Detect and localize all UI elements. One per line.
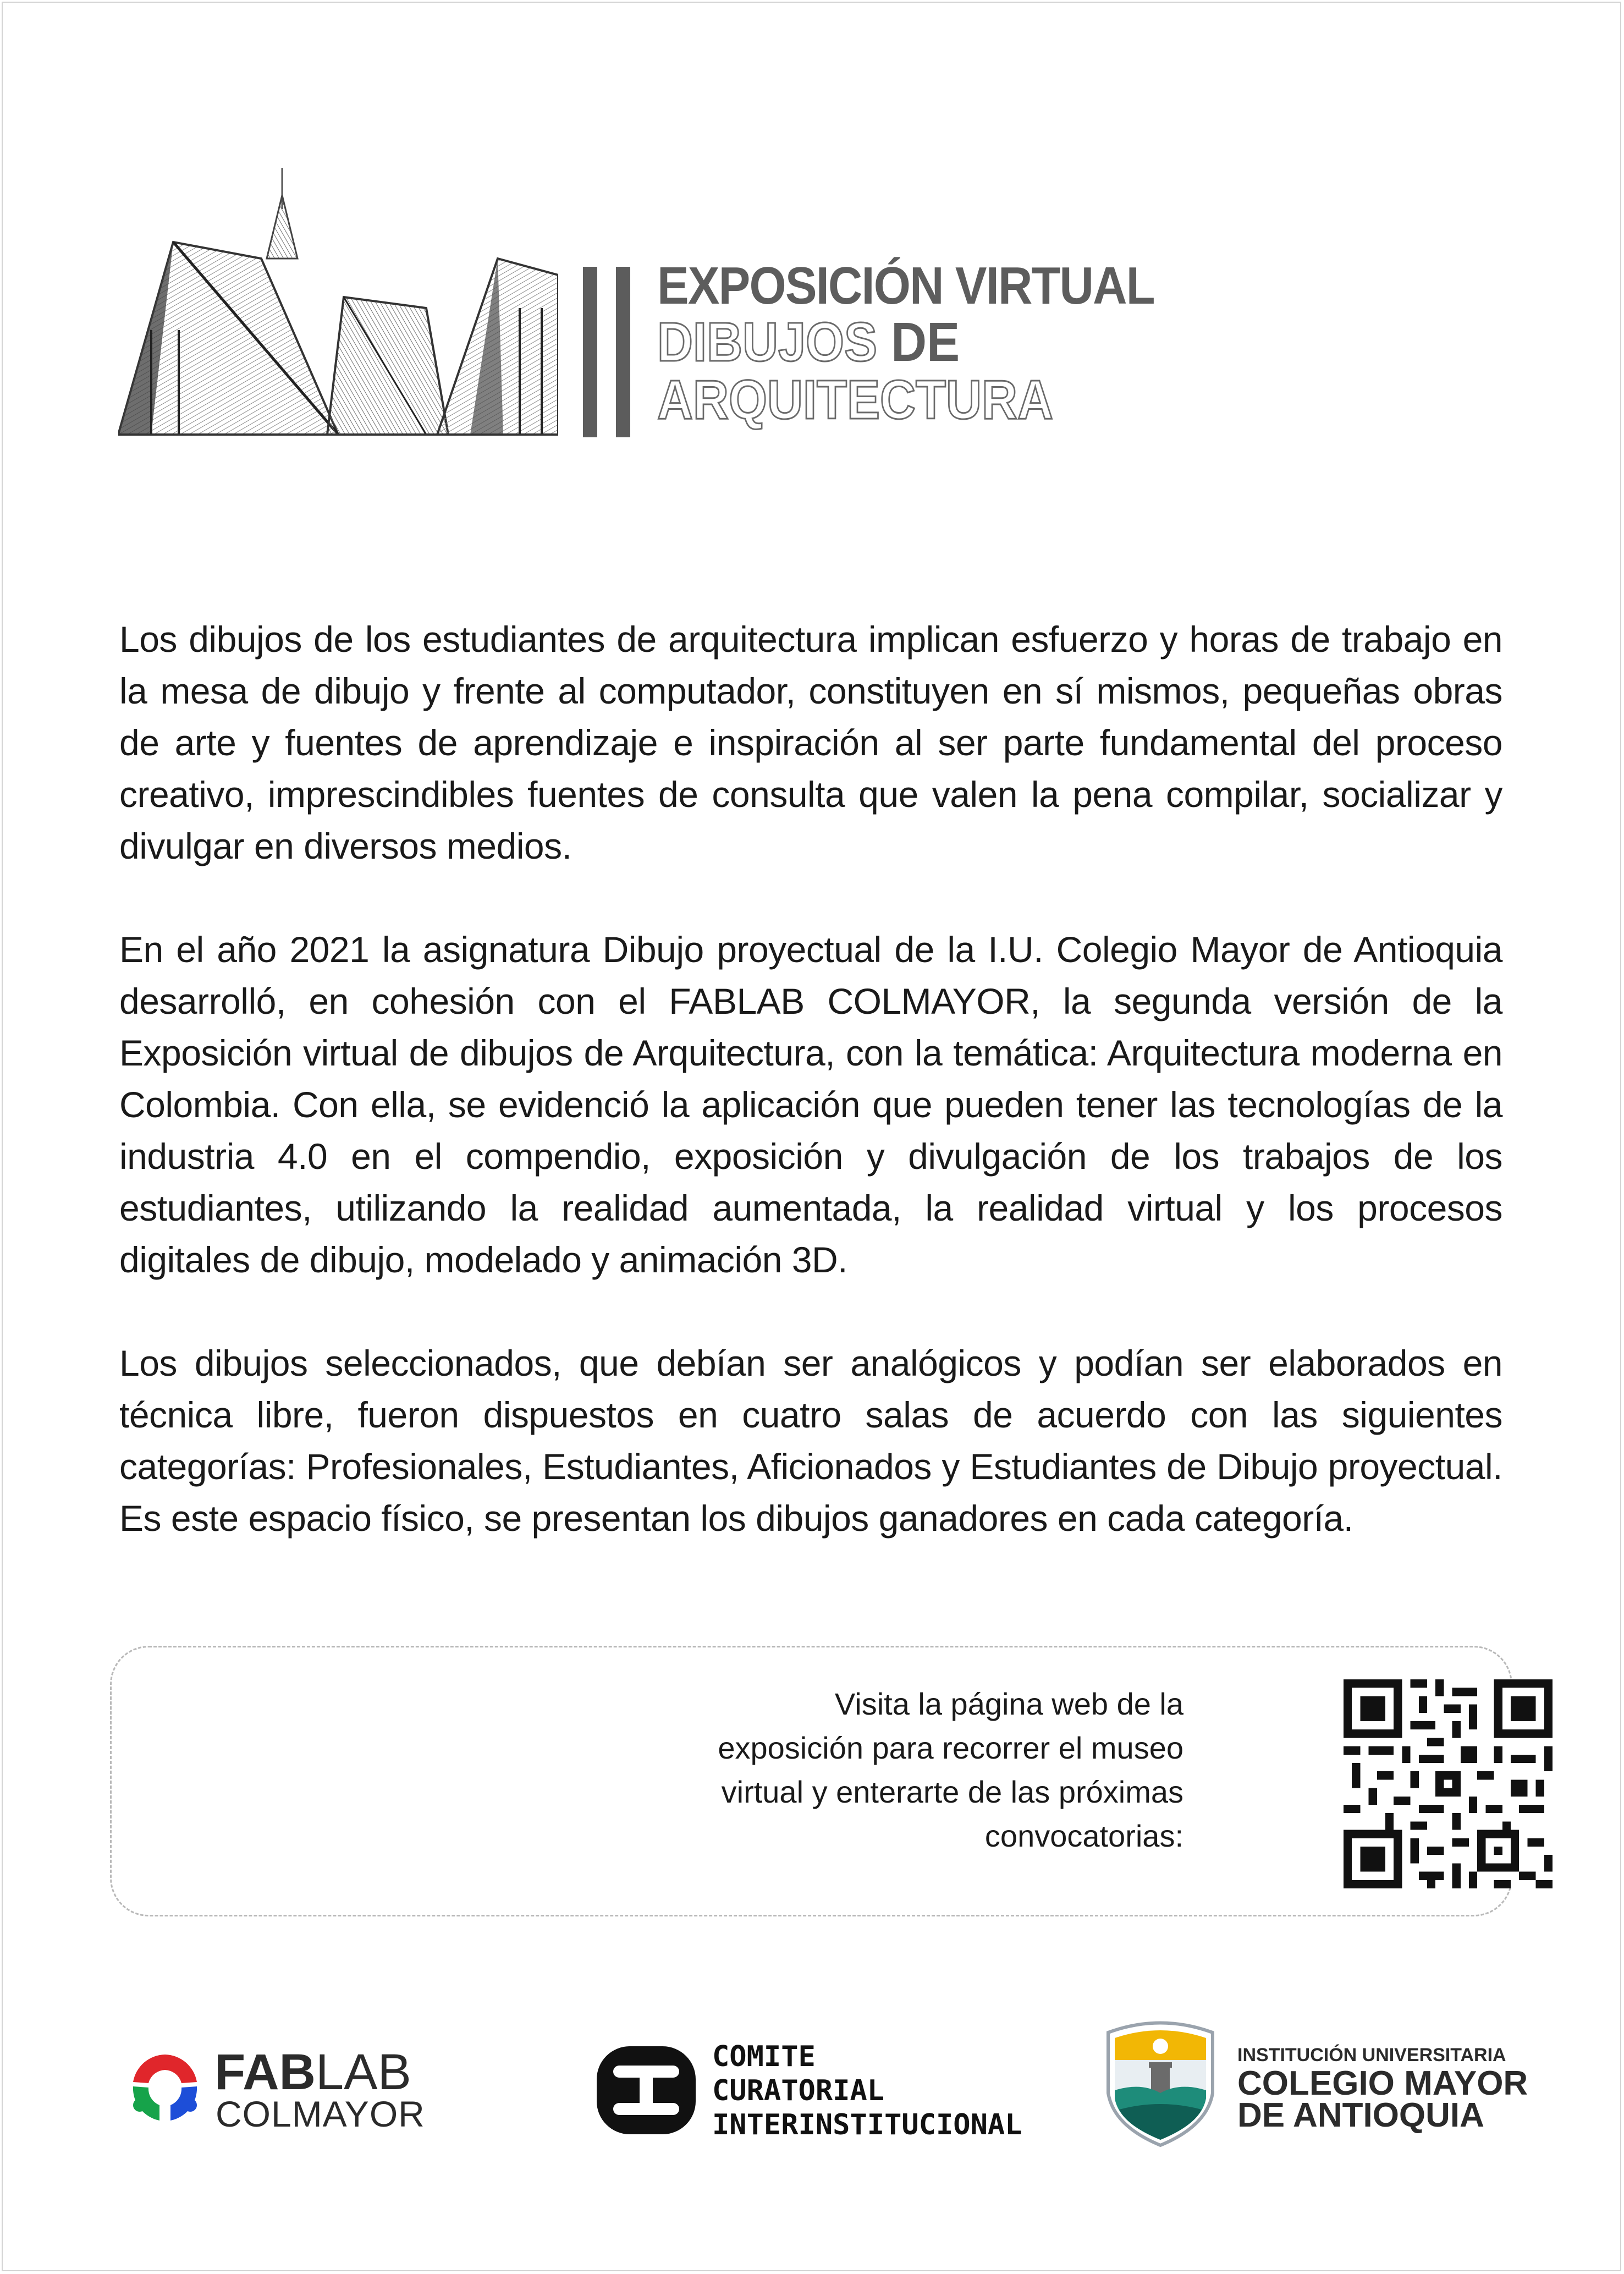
exhibition-header xyxy=(118,165,1154,451)
visit-line: Visita la página web de la xyxy=(834,1687,1183,1721)
title-line-2 xyxy=(657,311,1152,373)
colegio-shield-icon xyxy=(1103,2016,1218,2148)
body-text xyxy=(119,613,1502,1596)
title-line-1: EXPOSICIÓN VIRTUAL xyxy=(657,256,1154,315)
title-arquitectura: ARQUITECTURA xyxy=(657,369,1053,431)
title-divider-bar xyxy=(616,267,630,437)
fablab-colmayor-logo xyxy=(121,2044,451,2132)
title-line-3 xyxy=(657,371,1152,429)
title-divider-bar xyxy=(583,267,597,437)
paragraph: En el año 2021 la asignatura Dibujo proyectual de la I.U. Colegio Mayor de Antioquia desarrolló, en cohesión con el FABLAB COLMAYOR, la segunda versión de la Exposición virtual de dibujos de Arquitectura, con la temática: Arquitectura moderna en Colombia. Con ella, se evidenció la aplicación que pueden tener las tecnologías de la industria 4.0 en el compendio, exposición y divulgación de los trabajos de los estudiantes, utilizando la realidad aumentada, la realidad virtual y los procesos digitales de dibujo, modelado y animación 3D. xyxy=(119,929,1502,1280)
colegio-mayor-logo xyxy=(1103,2016,1528,2159)
visit-text xyxy=(689,1682,1183,1858)
comite-line: COMITE xyxy=(712,2040,816,2073)
visit-line: convocatorias: xyxy=(984,1819,1183,1853)
comite-line: INTERINSTITUCIONAL xyxy=(712,2108,1022,2141)
comite-icon xyxy=(591,2035,701,2145)
comite-line: CURATORIAL xyxy=(712,2074,885,2107)
paragraph: Los dibujos seleccionados, que debían ser analógicos y podían ser elaborados en técnica libre, fueron dispuestos en cuatro salas de acuerdo con las siguientes categorías: Profesionales, Estudiantes, Aficionados y Estudiantes de Dibujo proyectual. Es este espacio físico, se presentan los dibujos ganadores en cada categoría. xyxy=(119,1343,1502,1539)
fablab-wordmark: FABLAB xyxy=(214,2044,411,2100)
visit-line: exposición para recorrer el museo xyxy=(718,1731,1183,1765)
colegio-line-3: DE ANTIOQUIA xyxy=(1237,2096,1484,2134)
qr-code-icon[interactable] xyxy=(1344,1679,1553,1888)
colegio-line-2: COLEGIO MAYOR xyxy=(1237,2064,1528,2102)
colegio-line-1: INSTITUCIÓN UNIVERSITARIA xyxy=(1237,2045,1506,2066)
visit-line: virtual y enterarte de las próximas xyxy=(721,1775,1183,1809)
comite-text xyxy=(712,2040,1022,2142)
fablab-icon xyxy=(121,2044,209,2132)
fablab-sub: COLMAYOR xyxy=(216,2094,425,2134)
comite-curatorial-logo xyxy=(591,2035,1042,2145)
church-sketch-icon xyxy=(118,165,558,440)
title-dibujos: DIBUJOS xyxy=(657,311,878,373)
visit-website-box xyxy=(110,1646,1512,1916)
paragraph: Los dibujos de los estudiantes de arquitectura implican esfuerzo y horas de trabajo en la mesa de dibujo y frente al computador, constituyen en sí mismos, pequeñas obras de arte y fuentes de aprendizaje e inspiración al ser parte fundamental del proceso creativo, imprescindibles fuentes de consulta que valen la pena compilar, socializar y divulgar en diversos medios. xyxy=(119,619,1502,866)
exhibition-title xyxy=(657,256,1207,431)
title-de: DE xyxy=(891,311,960,373)
